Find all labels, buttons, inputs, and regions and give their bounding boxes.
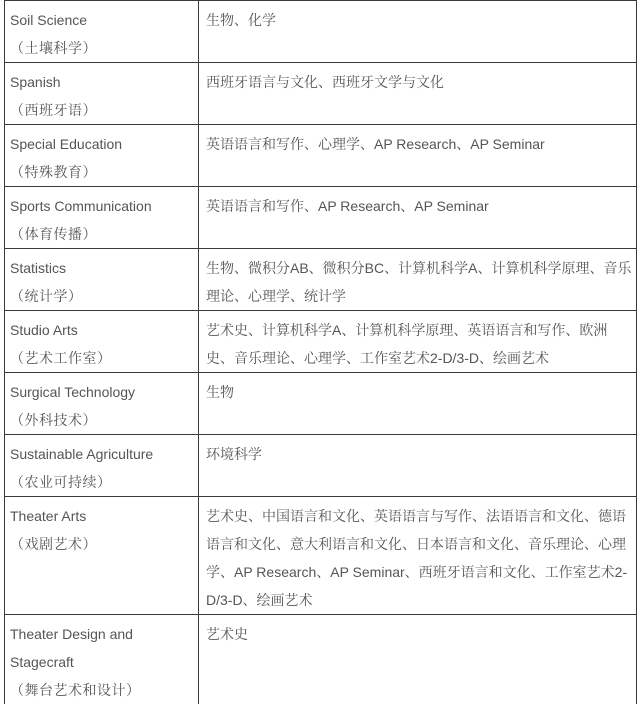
table-row bbox=[5, 311, 637, 373]
major-chinese-name: （土壤科学） bbox=[10, 34, 192, 62]
major-english-name: Soil Science bbox=[10, 6, 192, 34]
major-english-name: Studio Arts bbox=[10, 316, 192, 344]
major-cell bbox=[5, 615, 199, 704]
major-cell bbox=[5, 63, 199, 125]
major-english-name: Special Education bbox=[10, 130, 192, 158]
major-cell bbox=[5, 125, 199, 187]
major-cell bbox=[5, 497, 199, 615]
major-english-name: Sports Communication bbox=[10, 192, 192, 220]
table-row bbox=[5, 435, 637, 497]
major-cell bbox=[5, 1, 199, 63]
major-chinese-name: （艺术工作室） bbox=[10, 344, 192, 372]
major-english-name: Statistics bbox=[10, 254, 192, 282]
major-cell bbox=[5, 187, 199, 249]
major-english-name: Sustainable Agriculture bbox=[10, 440, 192, 468]
courses-cell: 生物、微积分AB、微积分BC、计算机科学A、计算机科学原理、音乐理论、心理学、统计学 bbox=[199, 249, 637, 311]
table-row bbox=[5, 373, 637, 435]
courses-cell: 艺术史、中国语言和文化、英语语言与写作、法语语言和文化、德语语言和文化、意大利语言和文化、日本语言和文化、音乐理论、心理学、AP Research、AP Seminar、西班牙语言和文化、工作室艺术2-D/3-D、绘画艺术 bbox=[199, 497, 637, 615]
table-row bbox=[5, 125, 637, 187]
table-row bbox=[5, 1, 637, 63]
major-cell bbox=[5, 373, 199, 435]
table-row bbox=[5, 187, 637, 249]
courses-cell: 西班牙语言与文化、西班牙文学与文化 bbox=[199, 63, 637, 125]
majors-courses-table bbox=[4, 0, 637, 704]
major-chinese-name: （特殊教育） bbox=[10, 158, 192, 186]
major-english-name: Surgical Technology bbox=[10, 378, 192, 406]
courses-cell: 英语语言和写作、AP Research、AP Seminar bbox=[199, 187, 637, 249]
major-cell bbox=[5, 249, 199, 311]
table-row bbox=[5, 249, 637, 311]
major-chinese-name: （统计学） bbox=[10, 282, 192, 310]
major-english-name: Theater Arts bbox=[10, 502, 192, 530]
major-chinese-name: （体育传播） bbox=[10, 220, 192, 248]
courses-cell: 艺术史、计算机科学A、计算机科学原理、英语语言和写作、欧洲史、音乐理论、心理学、工作室艺术2-D/3-D、绘画艺术 bbox=[199, 311, 637, 373]
courses-cell: 生物 bbox=[199, 373, 637, 435]
major-cell bbox=[5, 311, 199, 373]
major-chinese-name: （农业可持续） bbox=[10, 468, 192, 496]
major-cell bbox=[5, 435, 199, 497]
major-english-name: Spanish bbox=[10, 68, 192, 96]
major-chinese-name: （西班牙语） bbox=[10, 96, 192, 124]
courses-cell: 环境科学 bbox=[199, 435, 637, 497]
major-chinese-name: （舞台艺术和设计） bbox=[10, 676, 192, 704]
table-row bbox=[5, 497, 637, 615]
courses-cell: 英语语言和写作、心理学、AP Research、AP Seminar bbox=[199, 125, 637, 187]
table-row bbox=[5, 615, 637, 704]
major-chinese-name: （外科技术） bbox=[10, 406, 192, 434]
major-english-name: Theater Design and Stagecraft bbox=[10, 620, 192, 676]
courses-cell: 生物、化学 bbox=[199, 1, 637, 63]
major-chinese-name: （戏剧艺术） bbox=[10, 530, 192, 558]
courses-cell: 艺术史 bbox=[199, 615, 637, 704]
table-row bbox=[5, 63, 637, 125]
